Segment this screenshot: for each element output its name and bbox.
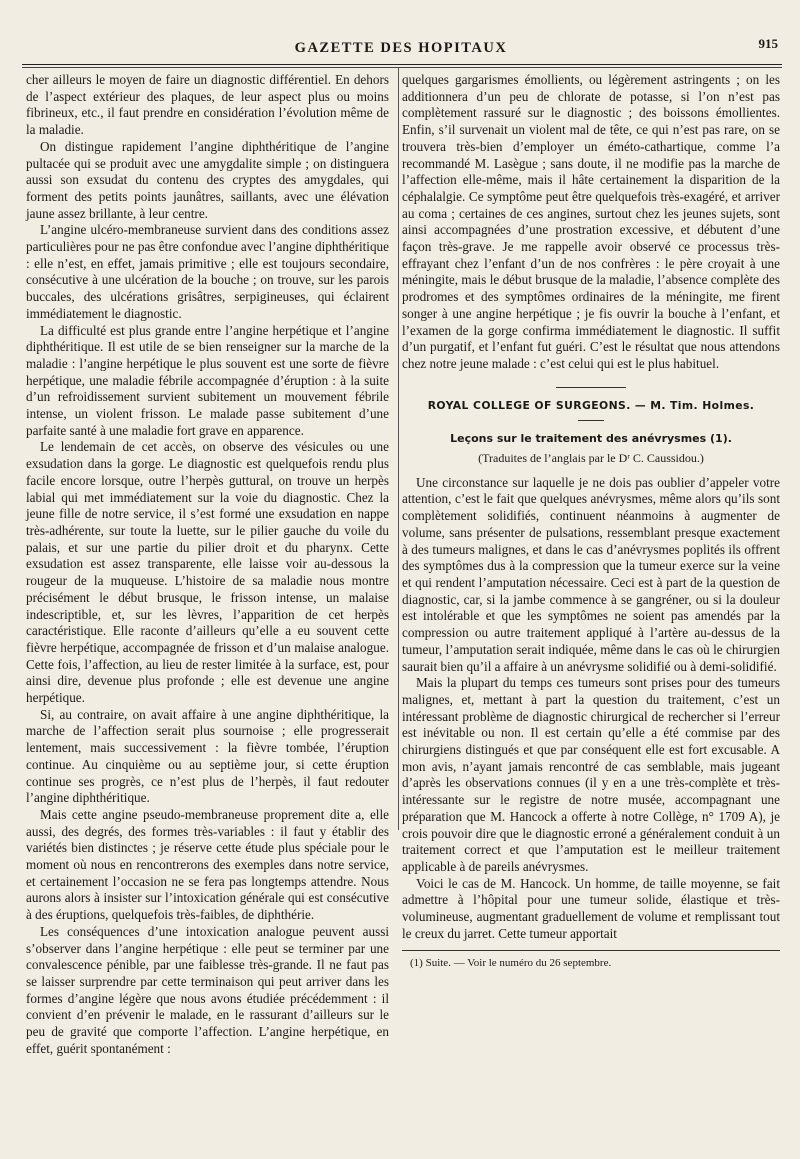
paragraph: Mais cette angine pseudo-membraneuse proprement dite a, elle aussi, des degrés, des formes très-variables : il faut y établir des variétés bien distinctes ; je réserve cette étude plus spéciale pour le moment où nous en rencontrerons des exemples dans notre service, et certainement l’occasion ne se fera pas longtemps attendre. Nous aurons alors à insister sur l’intoxication générale qui est consécutive à des éruptions, quelquefois très-faibles, de diphthérie. <box>26 806 389 923</box>
page-number: 915 <box>758 36 778 51</box>
paragraph: Les conséquences d’une intoxication analogue peuvent aussi s’observer dans l’angine herpétique : elle peut se terminer par une convalescence pénible, par une faiblesse très-grande. Il ne faut pas se laisser surprendre par cette terminaison qui peut arriver dans les formes d’angine légère que nous avons étudiée précédemment : il convient d’en prévenir le malade, en le rassurant d’ailleurs sur le peu de gravité que comporte l’affection. L’angine herpétique, en effet, guérit spontanément : <box>26 923 389 1056</box>
paragraph: Le lendemain de cet accès, on observe des vésicules ou une exsudation dans la gorge. Le diagnostic est quelquefois rendu plus facile encore lorsque, outre l’herpès guttural, on trouve un herpès labial qui met immédiatement sur la voie du diagnostic. Chez la jeune fille de notre service, il s’est formé une exsudation en nappe très-adhérente, sur toute la luette, sur le pilier gauche du voile du palais, et sur une partie du pilier droit et du pharynx. Cette exsudation est assez transparente, elle laisse voir au-dessous la rougeur de la muqueuse. L’histoire de sa maladie nous montre précisément le début brusque, le frisson intense, un malaise indescriptible, et, sur les lèvres, l’apparition de cet herpès caractéristique. Elle raconte d’ailleurs qu’elle a eu souvent cette fièvre herpétique, accompagnée de frisson et d’un malaise analogue. Cette fois, l’affection, au lieu de rester limitée à la surface, est, pour ainsi dire, devenue plus profonde ; elle est devenue une angine herpétique. <box>26 439 389 706</box>
paragraph: Si, au contraire, on avait affaire à une angine diphthéritique, la marche de l’affection serait plus sournoise ; elle progresserait lentement, mais successivement : la fièvre tombée, l’éruption continue. Au cinquième ou au septième jour, si cette éruption continue ses progrès, ce n’est plus de l’herpès, il faut redouter l’angine diphthéritique. <box>26 706 389 806</box>
paragraph: La difficulté est plus grande entre l’angine herpétique et l’angine diphthéritique. Il est utile de se bien renseigner sur la marche de la maladie : l’angine herpétique le plus souvent est une sorte de fièvre herpétique, une maladie fébrile accompagnée d’éruption : à la suite d’un refroidissement survient subitement un mouvement fébrile intense, un violent frisson. Le malade passe subitement d’une parfaite santé à une maladie fort grave en apparence. <box>26 322 389 438</box>
paragraph: L’angine ulcéro-membraneuse survient dans des conditions assez particulières pour ne pas être confondue avec l’angine diphthéritique : elle n’est, en effet, jamais primitive ; elle est toujours secondaire, consécutive à une ulcération de la bouche ; on trouve, sur les parois buccales, des ulcérations grisâtres, serpigineuses, qui éclairent immédiatement le diagnostic. <box>26 222 389 321</box>
footnote-rule <box>402 950 780 951</box>
paragraph: quelques gargarismes émollients, ou légèrement astringents ; on les additionnera d’un peu de chlorate de potasse, si l’on n’est pas complètement rassuré sur le diagnostic ; des boissons émollientes. Enfin, s’il survenait un violent mal de tête, ce qui n’est pas rare, on se trouvera très-bien d’employer un éméto-cathartique, comme l’a recommandé M. Lasègue ; sans doute, il ne modifie pas la marche de l’affection elle-même, mais il hâte certainement la disparition de la céphalalgie. Ce symptôme peut être quelquefois très-exagéré, et arriver au coma ; certaines de ces angines, surtout chez les jeunes sujets, sont ainsi accompagnées d’une prostration excessive, et débutent d’une façon très-grave. Je me rappelle avoir observé ce processus très-effrayant chez l’enfant d’un de nos confrères : le père croyait à une méningite, mais le début brusque de la maladie, l’absence complète des prodromes et des symptômes ordinaires de la méningite, me firent songer à une angine herpétique ; je fis ouvrir la bouche à l’enfant, et l’examen de la gorge confirma immédiatement le diagnostic. Il suffit d’un purgatif, et l’enfant fut guéri. C’est le résultat que nous attendons chez notre jeune malade : c’est celui qui est le plus habituel. <box>402 72 780 371</box>
lecture-title: Leçons sur le traitement des anévrysmes (1). <box>450 432 732 446</box>
section-separator <box>556 387 626 388</box>
section-heading: ROYAL COLLEGE OF SURGEONS. — M. Tim. Holmes. <box>427 398 755 412</box>
header-rule-secondary <box>22 67 782 68</box>
paragraph: Mais la plupart du temps ces tumeurs sont prises pour des tumeurs malignes, et, mettant à part la question du traitement, c’est un intéressant problème de diagnostic chirurgical de rechercher si l’erreur est inévitable ou non. Il est certain qu’elle a été commise par des chirurgiens distingués et que par conséquent elle est fort excusable. A mon avis, n’ayant jamais rencontré de cas semblable, mais jugeant d’après les observations connues (il y en a une très-complète et très-intéressante sur le registre de notre musée, accompagnant une préparation que M. Hancock a offerte à notre Collège, n° 1709 A), je crois pouvoir dire que le diagnostic erroné a généralement conduit à un traitement correct et que l’amputation est le meilleur traitement applicable à de pareils anévrysmes. <box>402 675 780 874</box>
paragraph: On distingue rapidement l’angine diphthéritique de l’angine pultacée qui se produit avec une amygdalite simple ; on distinguera aussi son exsudat du contenu des cryptes des amygdales, qui forment des petits points jaunâtres, saillants, avec une élévation jaune assez brillante, à leur centre. <box>26 138 389 221</box>
paragraph: cher ailleurs le moyen de faire un diagnostic différentiel. En dehors de l’aspect extérieur des plaques, de leur aspect plus ou moins fibrineux, etc., il faut prendre en considération l’évolution même de la maladie. <box>26 72 389 138</box>
heading-rule <box>578 420 604 421</box>
translator-note: (Traduites de l’anglais par le Dʳ C. Caussidou.) <box>478 451 704 466</box>
header-rule <box>22 64 782 65</box>
left-column <box>26 72 389 1057</box>
page-header <box>20 34 782 64</box>
right-column <box>402 72 780 972</box>
paragraph: Voici le cas de M. Hancock. Un homme, de taille moyenne, se fait admettre à l’hôpital pour une tumeur solide, élastique et très-volumineuse, augmentant graduellement de volume et remplissant tout le creux du jarret. Cette tumeur apportait <box>402 875 780 941</box>
paragraph: Une circonstance sur laquelle je ne dois pas oublier d’appeler votre attention, c’est le fait que quelques anévrysmes, même alors qu’ils sont complètement solidifiés, continuent néanmoins à augmenter de volume, sans présenter de pulsations, ressemblant presque exactement à des tumeurs malignes, et dans le cas d’anévrysmes poplités ils offrent des symptômes dus à la compression que la tumeur exerce sur la veine et qui rendent l’amputation nécessaire. Ceci est à part de la question de diagnostic, car, si la jambe commence à se gangréner, ou si la douleur est intolérable et que les symptômes ne soient pas amendés par la compression ou autre traitement appliqué à l’artère au-dessus de la tumeur, l’amputation serait indiquée, même dans le cas où le chirurgien saurait bien qu’il a affaire à un anévrysme solidifié ou à demi-solidifié. <box>402 474 780 674</box>
column-divider <box>398 68 399 830</box>
journal-title: GAZETTE DES HOPITAUX <box>294 40 508 56</box>
footnote: (1) Suite. — Voir le numéro du 26 septembre. <box>410 957 612 970</box>
